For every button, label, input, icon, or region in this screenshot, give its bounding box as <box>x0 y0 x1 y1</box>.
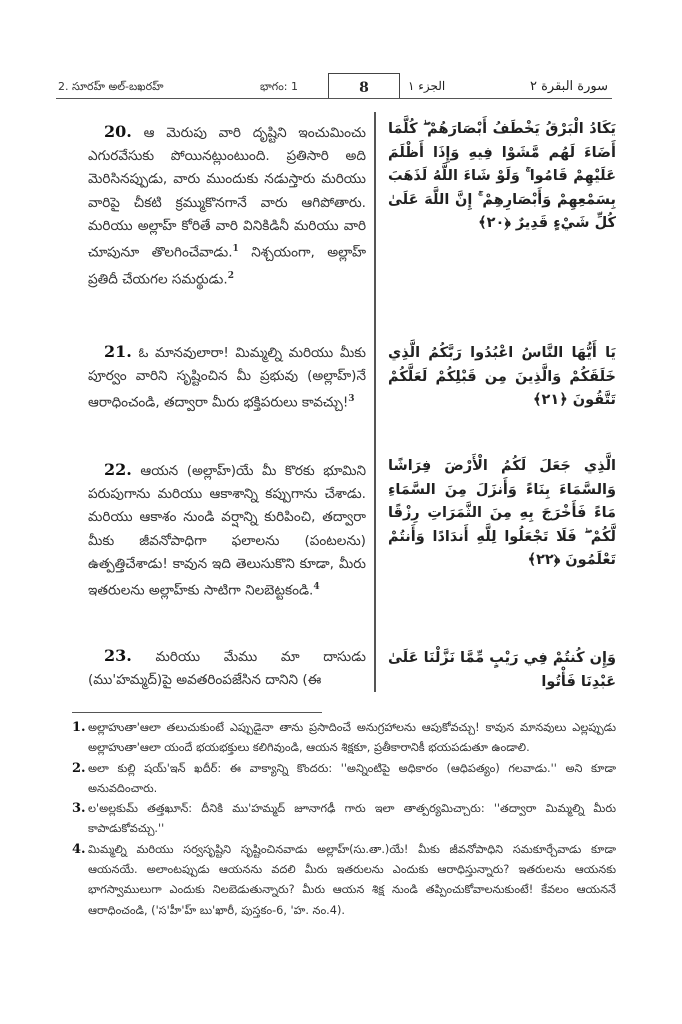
header-surah-arabic: سورة البقرة ٢ <box>529 79 608 94</box>
column-divider <box>374 112 376 692</box>
verse-20-arabic: يَكَادُ الْبَرْقُ يَخْطَفُ أَبْصَارَهُمْ ۖ كُلَّمَا أَضَاءَ لَهُم مَّشَوْا فِيهِ وَإِذَا أَظْلَمَ عَلَيْهِمْ قَامُوا ۚ وَلَوْ شَاءَ اللَّهُ لَذَهَبَ بِسَمْعِهِمْ وَأَبْصَارِهِمْ ۚ إِنَّ اللَّهَ عَلَىٰ كُلِّ شَيْءٍ قَدِيرٌ ﴿٢٠﴾ <box>388 121 616 231</box>
verse-text: ఆయన (అల్లాహ్)యే మీ కొరకు భూమిని పరుపుగాను మరియు ఆకాశాన్ని కప్పుగాను చేశాడు. మరియు ఆకాశం నుండి వర్షాన్ని కురిపించి, తద్వారా మీకు జీవనోపాధిగా ఫలాలను (పంటలను) ఉత్పత్తిచేశాడు! కావున ఇది తెలుసుకొని కూడా, మీరు ఇతరులను అల్లాహ్‌కు సాటిగా నిలబెట్టకండి. <box>88 463 366 599</box>
verse-number: 21. <box>104 342 132 361</box>
verse-22-arabic: الَّذِي جَعَلَ لَكُمُ الْأَرْضَ فِرَاشًا وَالسَّمَاءَ بِنَاءً وَأَنزَلَ مِنَ السَّمَاءِ مَاءً فَأَخْرَجَ بِهِ مِنَ الثَّمَرَاتِ رِزْقًا لَّكُمْ ۖ فَلَا تَجْعَلُوا لِلَّهِ أَندَادًا وَأَنتُمْ تَعْلَمُونَ ﴿٢٢﴾ <box>388 458 616 568</box>
verse-21-telugu <box>88 340 366 415</box>
header-part-telugu: భాగం: 1 <box>260 80 298 93</box>
footnote-ref[interactable]: 4 <box>313 582 320 593</box>
header-juz-arabic: الجزء ١ <box>408 79 446 93</box>
page-number-box <box>328 73 400 98</box>
verse-text: మరియు మేము మా దాసుడు (ము'హమ్మద్)పై అవతరింపజేసిన దానిని (ఈ <box>88 649 367 689</box>
footnotes <box>72 718 616 921</box>
header-surah-telugu: 2. సూరహ్ అల్-బఖరహ్ <box>58 80 164 93</box>
verse-23-arabic: وَإِن كُنتُمْ فِي رَيْبٍ مِّمَّا نَزَّلْنَا عَلَىٰ عَبْدِنَا فَأْتُوا <box>388 650 616 690</box>
footnote-2 <box>72 759 616 800</box>
footnote-3 <box>72 799 616 840</box>
verse-text: ఆ మెరుపు వారి దృష్టిని ఇంచుమించు ఎగురవేసుకు పోయినట్లుంటుంది. ప్రతిసారి అది మెరిసినప్పుడు, వారు ముందుకు నడుస్తారు మరియు వారిపై చీకటి క్రమ్ముకొనగానే వారు ఆగిపోతారు. మరియు అల్లాహ్ కోరితే వారి వినికిడినీ మరియు వారి చూపునూ తొలగించేవాడు. <box>88 125 367 261</box>
footnote-number: 1. <box>72 720 86 735</box>
footnote-text: అల్లాహుతా'ఆలా తలుచుకుంటే ఎప్పుడైనా తాను ప్రసాదించే అనుగ్రహాలను ఆపుకోవచ్చు! కావున మానవులు ఎల్లప్పుడు అల్లాహుతా'ఆలా యందే భయభక్తులు కలిగివుండి, ఆయన శిక్షకూ, ప్రతీకారానికీ భయపడుతూ ఉండాలి. <box>88 721 616 755</box>
page-header <box>56 74 612 99</box>
footnote-number: 3. <box>72 801 86 817</box>
footnote-ref[interactable]: 2 <box>227 270 234 281</box>
footnote-4 <box>72 840 616 921</box>
verse-23-telugu <box>88 644 366 692</box>
footnote-1 <box>72 718 616 759</box>
footnote-ref[interactable]: 3 <box>348 394 355 405</box>
footnote-number: 4. <box>72 841 86 857</box>
verse-number: 23. <box>104 646 132 665</box>
footnote-ref[interactable]: 1 <box>232 244 239 255</box>
verse-21-arabic: يَا أَيُّهَا النَّاسُ اعْبُدُوا رَبَّكُمُ الَّذِي خَلَقَكُمْ وَالَّذِينَ مِن قَبْلِكُمْ لَعَلَّكُمْ تَتَّقُونَ ﴿٢١﴾ <box>388 345 616 408</box>
footnote-text: అలా కుల్లి షయ్'ఇన్ ఖదీర్: ఈ వాక్యాన్ని కొందరు: ''అన్నింటిపై అధికారం (ఆధిపత్యం) గలవాడు.'' అని కూడా అనువదించారు. <box>88 761 616 795</box>
footnote-text: మిమ్మల్ని మరియు సర్వసృష్టిని సృష్టించినవాడు అల్లాహ్(సు.తా.)యే! మీకు జీవనోపాధిని సమకూర్చేవాడు కూడా ఆయనయే. అలాంటప్పుడు ఆయనను వదలి మీరు ఇతరులను ఎందుకు ఆరాధిస్తున్నారు? ఇతరులను ఆయనకు భాగస్వాములుగా ఎందుకు నిలబెడుతున్నారు? మీరు ఆయన శిక్ష నుండి తప్పించుకోవాలనుకుంటే! కేవలం ఆయననే ఆరాధించండి, ('స'హీ'హ్ బు'ఖారీ, పుస్తకం-6, 'హ. నం.4). <box>88 842 616 917</box>
verse-number: 20. <box>104 122 132 141</box>
footnote-number: 2. <box>72 760 86 776</box>
verse-text: ఓ మానవులారా! మిమ్మల్ని మరియు మీకు పూర్వం వారిని సృష్టించిన మీ ప్రభువు (అల్లాహ్)నే ఆరాధించండి, తద్వారా మీరు భక్తిపరులు కావచ్చు! <box>88 345 366 411</box>
footnote-separator <box>72 712 322 713</box>
verse-22-telugu <box>88 458 366 603</box>
verse-number: 22. <box>104 460 132 479</box>
verse-20-telugu <box>88 120 366 291</box>
verse-text-cont: నిశ్చయంగా, అల్లాహ్ ప్రతిదీ చేయగల సమర్థుడు. <box>88 244 366 288</box>
page-number: 8 <box>359 80 369 96</box>
footnote-text: ల'అల్లకుమ్ తత్తఖూన్: దీనికి ము'హమ్మద్ జూనాగఢీ గారు ఇలా తాత్పర్యమిచ్చారు: ''తద్వారా మిమ్మల్ని మీరు కాపాడుకోవచ్చు.'' <box>88 802 616 836</box>
